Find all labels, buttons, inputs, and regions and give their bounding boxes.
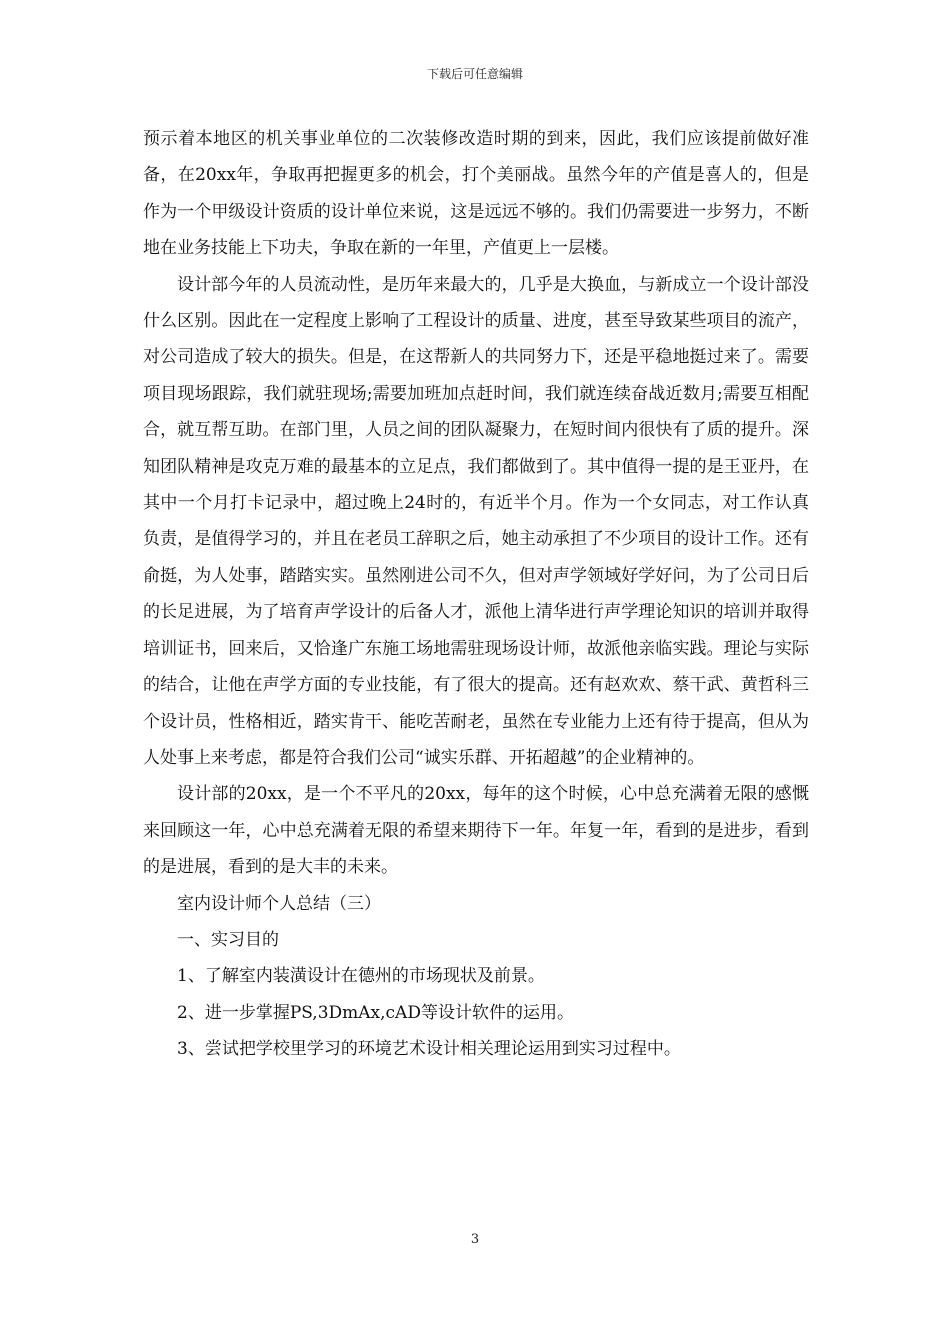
section-heading-purpose: 一、实习目的 (177, 929, 279, 950)
section-title: 室内设计师个人总结（三） (177, 893, 381, 914)
page-number: 3 (470, 1232, 480, 1247)
document-body (143, 121, 809, 1068)
list-item: 3、尝试把学校里学习的环境艺术设计相关理论运用到实习过程中。 (177, 1039, 681, 1060)
paragraph-year-review: 设计部的20xx，是一个不平凡的20xx，每年的这个时候，心中总充满着无限的感慨来回顾这一年，心中总充满着无限的希望来期待下一年。年复一年，看到的是进步，看到的是进展，看到的是大丰的未来。 (143, 784, 809, 878)
paragraph-continuation: 预示着本地区的机关事业单位的二次装修改造时期的到来，因此，我们应该提前做好准备，在20xx年，争取再把握更多的机会，打个美丽战。虽然今年的产值是喜人的，但是作为一个甲级设计资质的设计单位来说，这是远远不够的。我们仍需要进一步努力，不断地在业务技能上下功夫，争取在新的一年里，产值更上一层楼。 (143, 129, 809, 259)
page-header: 下载后可任意编辑 (426, 67, 523, 81)
paragraph-staff-changes: 设计部今年的人员流动性，是历年来最大的，几乎是大换血，与新成立一个设计部没什么区别。因此在一定程度上影响了工程设计的质量、进度，甚至导致某些项目的流产，对公司造成了较大的损失。但是，在这帮新人的共同努力下，还是平稳地挺过来了。需要项目现场跟踪，我们就驻现场;需要加班加点赶时间，我们就连续奋战近数月;需要互相配合，就互帮互助。在部门里，人员之间的团队凝聚力，在短时间内很快有了质的提升。深知团队精神是攻克万难的最基本的立足点，我们都做到了。其中值得一提的是王亚丹，在其中一个月打卡记录中，超过晚上24时的，有近半个月。作为一个女同志，对工作认真负责，是值得学习的，并且在老员工辞职之后，她主动承担了不少项目的设计工作。还有俞挺，为人处事，踏踏实实。虽然刚进公司不久，但对声学领域好学好问，为了公司日后的长足进展，为了培育声学设计的后备人才，派他上清华进行声学理论知识的培训并取得培训证书，回来后，又恰逢广东施工场地需驻现场设计师，故派他亲临实践。理论与实际的结合，让他在声学方面的专业技能，有了很大的提高。还有赵欢欢、蔡干武、黄哲科三个设计员，性格相近，踏实肯干、能吃苦耐老，虽然在专业能力上还有待于提高，但从为人处事上来考虑，都是符合我们公司“诚实乐群、开拓超越”的企业精神的。 (143, 274, 809, 768)
list-item: 1、了解室内装潢设计在德州的市场现状及前景。 (177, 966, 545, 987)
list-item: 2、进一步掌握PS,3DmAx,cAD等设计软件的运用。 (177, 1002, 574, 1023)
